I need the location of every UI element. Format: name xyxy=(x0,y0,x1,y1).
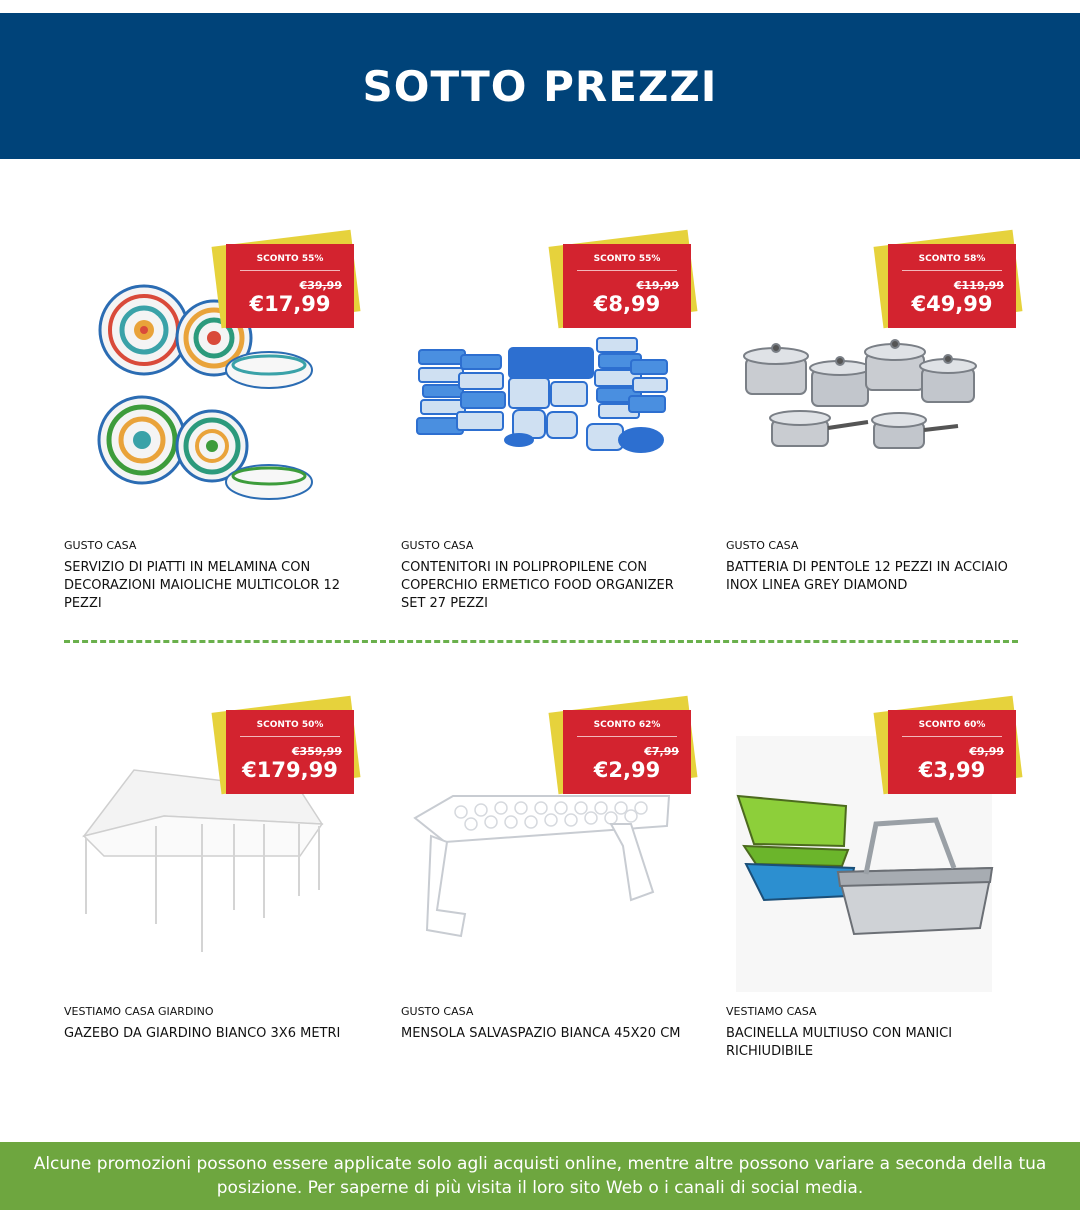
old-price: €9,99 xyxy=(969,745,1004,758)
price-tag xyxy=(226,244,354,328)
price-tag xyxy=(888,710,1016,794)
product-brand: GUSTO CASA xyxy=(726,539,799,552)
product-brand: GUSTO CASA xyxy=(401,1005,474,1018)
product-title[interactable]: MENSOLA SALVASPAZIO BIANCA 45X20 CM xyxy=(401,1026,681,1041)
product-card[interactable] xyxy=(726,230,1026,630)
product-title[interactable]: CONTENITORI IN POLIPROPILENE CON COPERCHIO ERMETICO FOOD ORGANIZER SET 27 PEZZI xyxy=(401,560,674,611)
discount-label: SCONTO 55% xyxy=(240,254,340,271)
old-price: €359,99 xyxy=(291,745,342,758)
sale-price: €2,99 xyxy=(593,758,661,782)
product-card[interactable] xyxy=(401,696,701,1096)
product-title[interactable]: BACINELLA MULTIUSO CON MANICI RICHIUDIBILE xyxy=(726,1026,953,1059)
product-card[interactable] xyxy=(64,696,364,1096)
page-title: SOTTO PREZZI xyxy=(362,61,718,111)
section-divider xyxy=(64,640,1018,643)
sale-price: €3,99 xyxy=(918,758,986,782)
sale-price: €8,99 xyxy=(593,292,661,316)
product-title[interactable]: BATTERIA DI PENTOLE 12 PEZZI IN ACCIAIO INOX LINEA GREY DIAMOND xyxy=(726,560,1008,593)
product-brand: GUSTO CASA xyxy=(401,539,474,552)
product-brand: VESTIAMO CASA xyxy=(726,1005,817,1018)
discount-label: SCONTO 62% xyxy=(577,720,677,737)
sale-price: €49,99 xyxy=(911,292,993,316)
old-price: €7,99 xyxy=(644,745,679,758)
footer-disclaimer xyxy=(0,1142,1080,1210)
old-price: €39,99 xyxy=(299,279,342,292)
discount-label: SCONTO 60% xyxy=(902,720,1002,737)
price-tag xyxy=(563,244,691,328)
old-price: €119,99 xyxy=(953,279,1004,292)
product-brand: VESTIAMO CASA GIARDINO xyxy=(64,1005,214,1018)
product-card[interactable] xyxy=(726,696,1026,1096)
sale-price: €179,99 xyxy=(242,758,338,782)
sale-price: €17,99 xyxy=(249,292,331,316)
price-tag xyxy=(888,244,1016,328)
price-tag xyxy=(563,710,691,794)
old-price: €19,99 xyxy=(636,279,679,292)
price-tag xyxy=(226,710,354,794)
product-title[interactable]: GAZEBO DA GIARDINO BIANCO 3X6 METRI xyxy=(64,1026,341,1041)
product-brand: GUSTO CASA xyxy=(64,539,137,552)
page-header xyxy=(0,13,1080,159)
discount-label: SCONTO 58% xyxy=(902,254,1002,271)
discount-label: SCONTO 50% xyxy=(240,720,340,737)
footer-text: Alcune promozioni possono essere applicate solo agli acquisti online, mentre altre possono variare a seconda della tua posizione. Per saperne di più visita il loro sito Web o i canali di social media. xyxy=(33,1154,1047,1198)
product-card[interactable] xyxy=(64,230,364,630)
product-card[interactable] xyxy=(401,230,701,630)
product-title[interactable]: SERVIZIO DI PIATTI IN MELAMINA CON DECORAZIONI MAIOLICHE MULTICOLOR 12 PEZZI xyxy=(64,560,341,611)
discount-label: SCONTO 55% xyxy=(577,254,677,271)
